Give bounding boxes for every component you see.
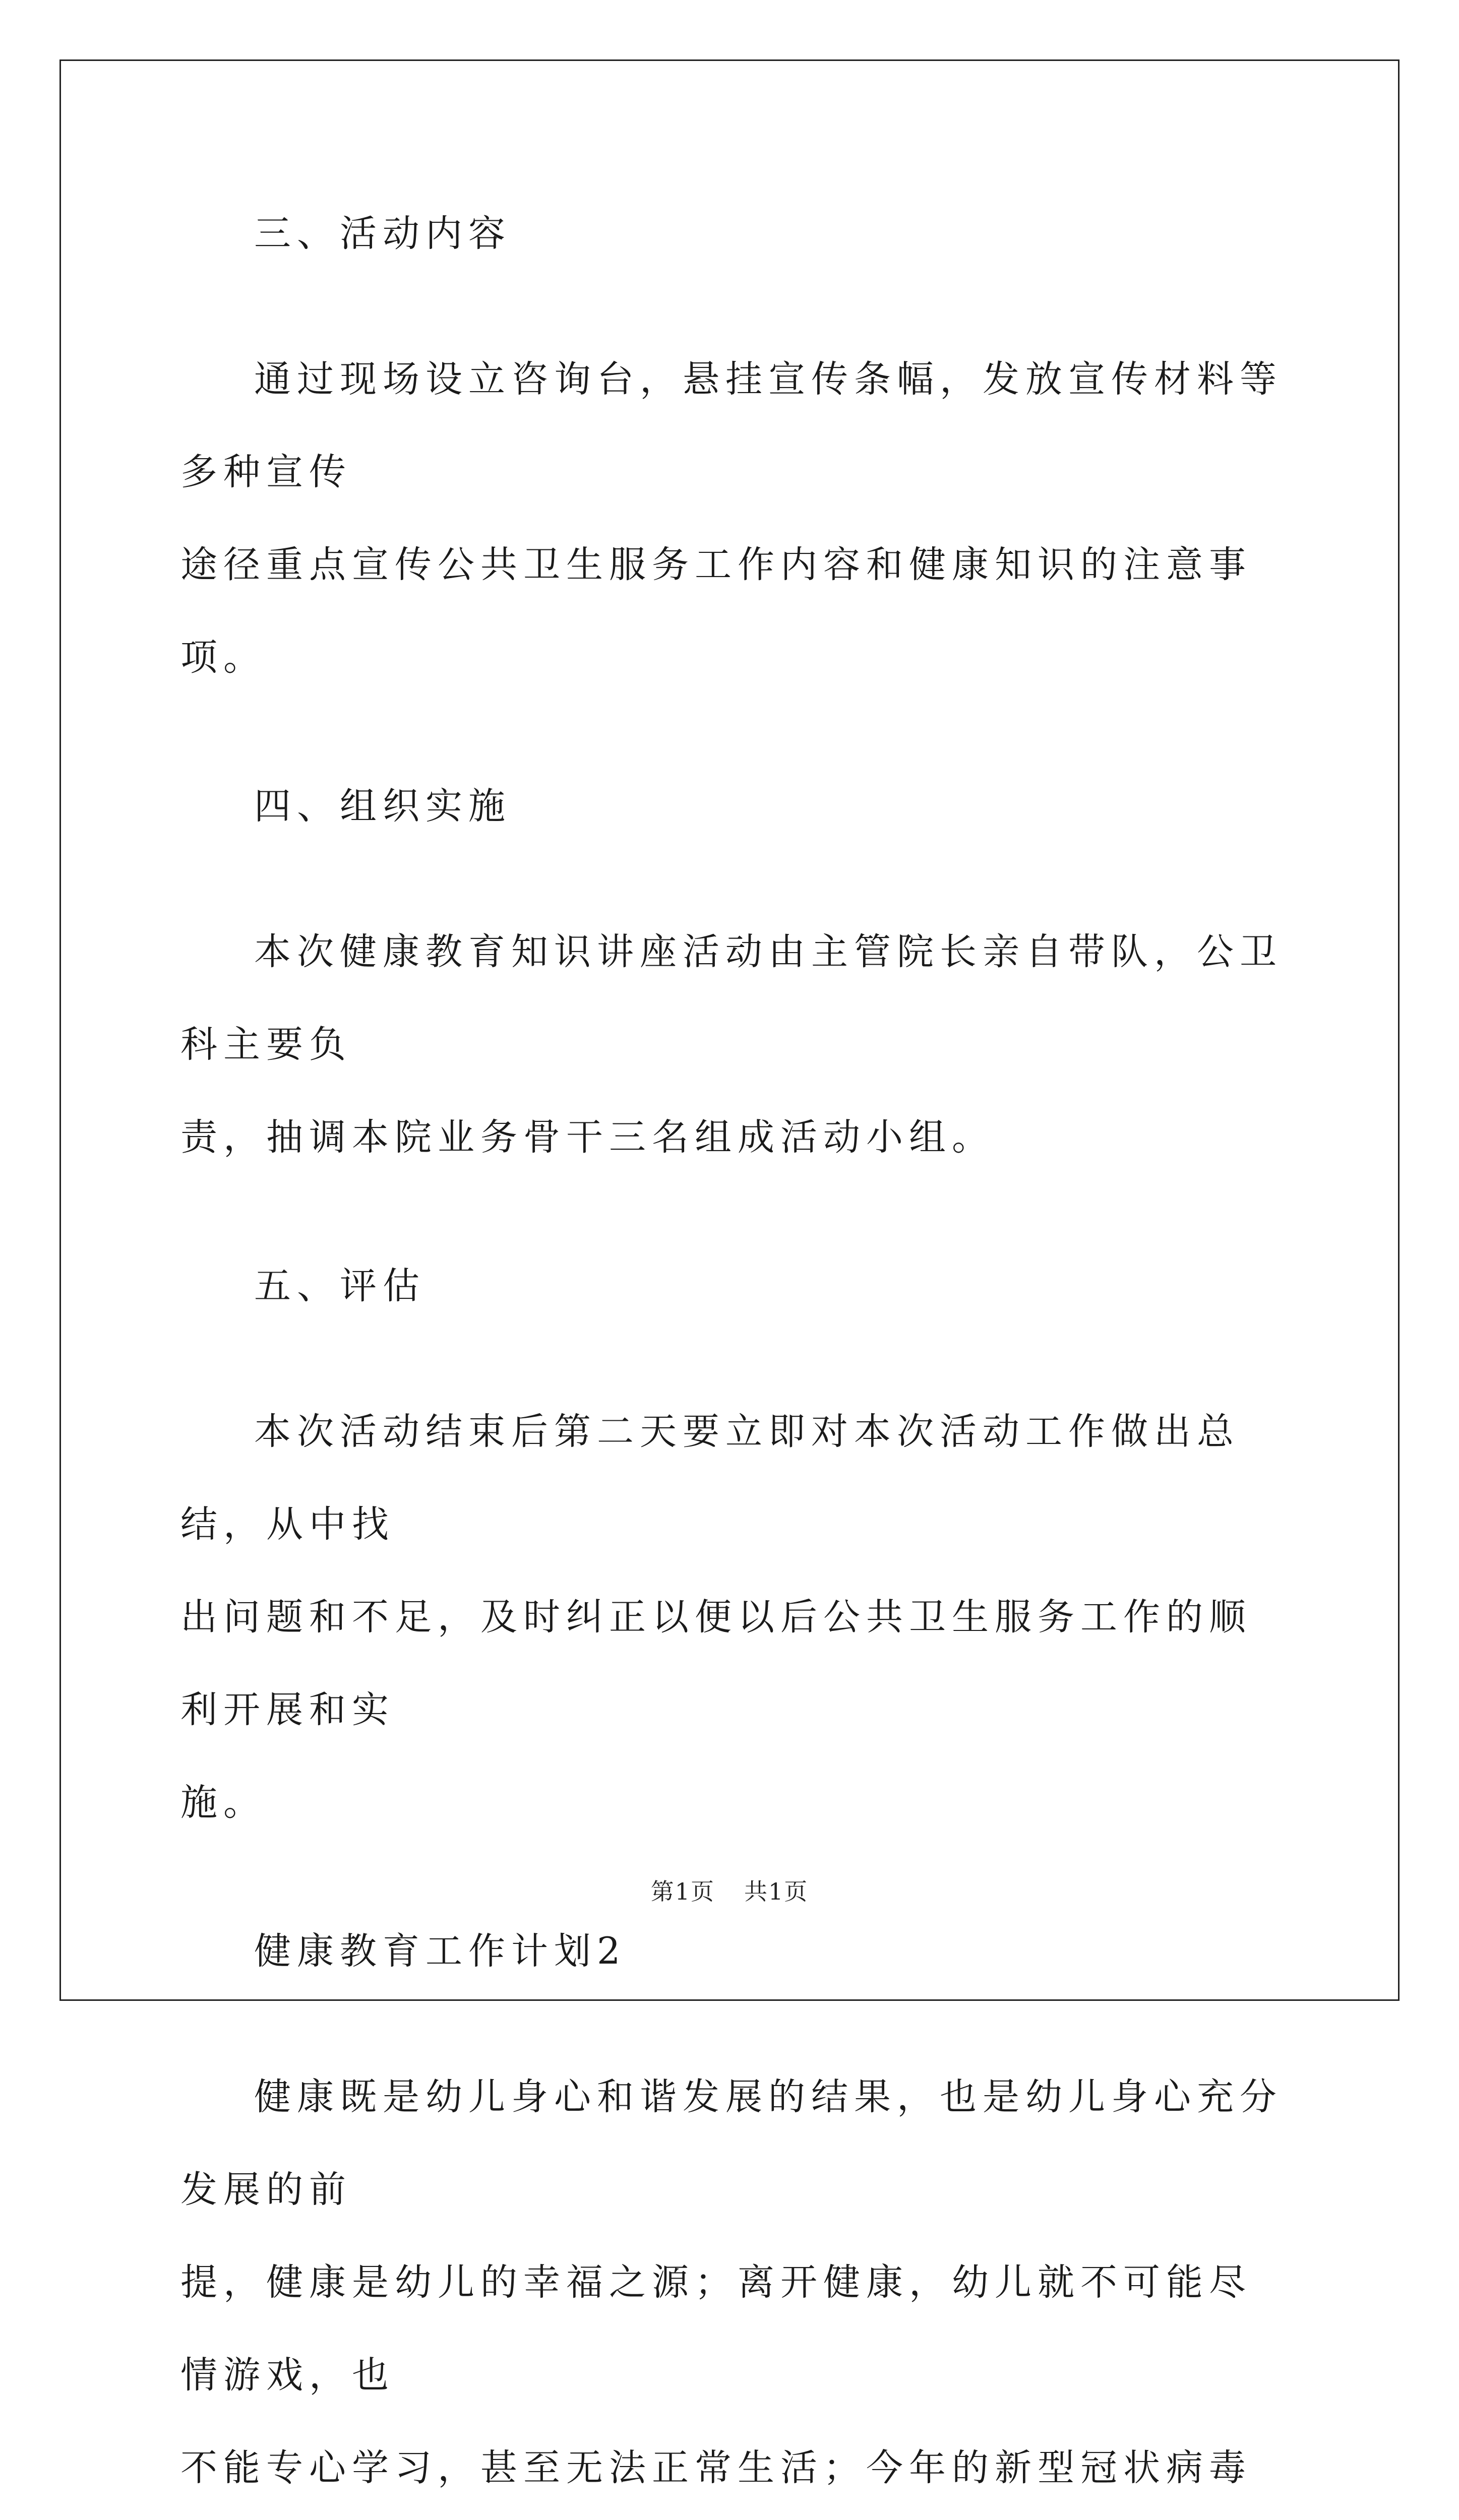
paragraph-evaluation [180,1385,1285,1849]
plan-2-title: 健康教育工作计划2 [254,1930,627,1973]
document-body [180,187,1285,2520]
page-footer [0,1876,1459,1907]
paragraph-activity-content [180,333,1285,704]
text-line: 施。 [180,1781,266,1824]
text-line: 本次健康教育知识讲座活动由主管院长亲自带队，公卫科主要负 [180,930,1283,1066]
text-line: 健康既是幼儿身心和谐发展的结果，也是幼儿身心充分发展的前 [180,2075,1283,2211]
text-line: 通过现场设立咨询台，悬挂宣传条幅，发放宣传材料等多种宣传 [180,358,1283,493]
paragraph-plan-2 [180,2051,1285,2520]
text-line: 提，健康是幼儿的幸福之源；离开健康，幼儿就不可能尽情游戏，也 [180,2261,1252,2397]
text-line: 本次活动结束后第二天要立即对本次活动工作做出总结，从中找 [180,1410,1240,1546]
page-total: 共1页 [744,1878,809,1905]
paragraph-organization [180,906,1285,1184]
text-line: 不能专心学习，甚至无法正常生活；今年的新型冠状病毒 [180,2446,1252,2489]
text-line: 责，抽调本院业务骨干三名组成活动小组。 [180,1116,995,1159]
page-number: 第1页 [650,1878,715,1905]
section-heading-activity-content: 三、活动内容 [254,212,511,255]
section-heading-organization: 四、组织实施 [254,785,511,828]
section-heading-evaluation: 五、评估 [254,1265,425,1307]
text-line: 出问题和不足，及时纠正以便以后公共卫生服务工作的顺利开展和实 [180,1596,1252,1731]
text-line: 途径重点宣传公共卫生服务工作内容和健康知识的注意事项。 [180,543,1252,679]
